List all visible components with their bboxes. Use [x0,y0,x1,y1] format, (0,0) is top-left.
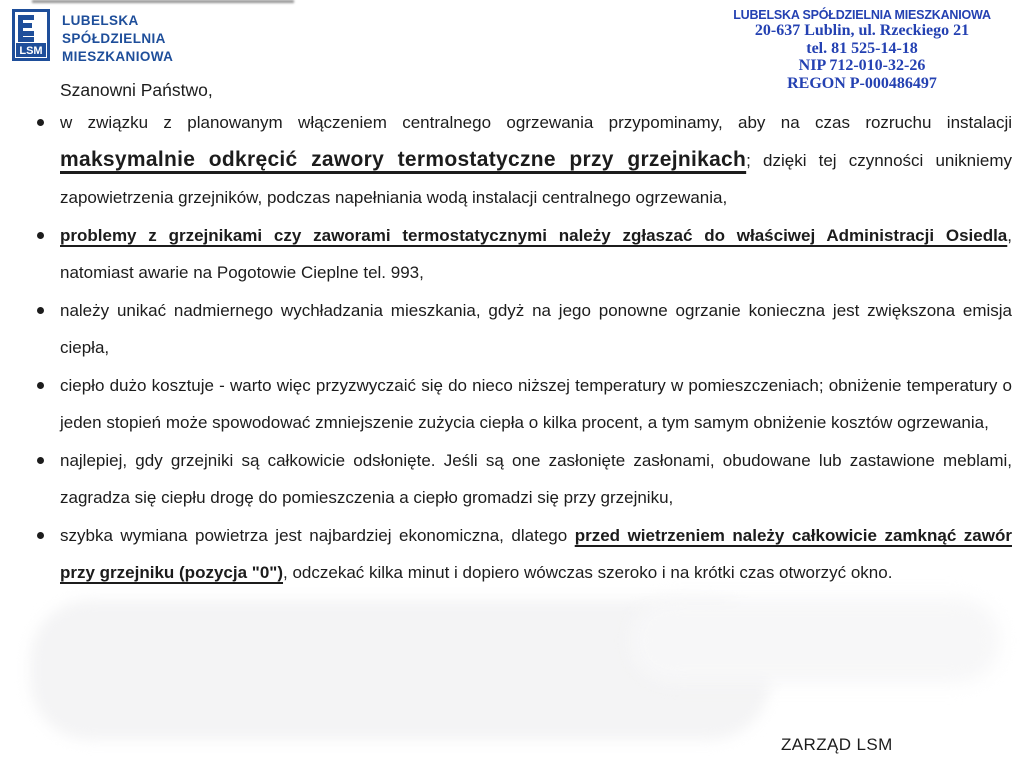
logo-company-name [62,9,173,66]
company-logo [12,9,173,66]
text-segment: maksymalnie odkręcić zawory termostatyczne przy grzejnikach [60,148,747,171]
stamp-regon-line: REGON P-000486497 [787,74,937,92]
lsm-logo-icon [12,9,50,61]
scan-artifact-bottom-smudge-right [630,598,1000,683]
stamp-company-name: LUBELSKA SPÓŁDZIELNIA MIESZKANIOWA [733,8,991,22]
text-segment: , odczekać kilka minut i dopiero wówczas szeroko i na krótki czas otworzyć okno. [283,563,893,582]
text-segment: najlepiej, gdy grzejniki są całkowicie odsłonięte. Jeśli są one zasłonięte zasłonami, obudowane lub zastawione meblami, zagradza się ciepłu drogę do pomieszczenia a ciepło gromadzi się przy grzejniku, [60,451,1012,507]
salutation: Szanowni Państwo, [60,80,213,100]
stamp-nip-line: NIP 712-010-32-26 [798,57,926,74]
bullet-item [60,292,1012,366]
text-segment: przed wietrzeniem należy całkowicie zamknąć zawór przy grzejniku (pozycja "0") [60,526,1012,582]
scan-artifact-top-line [32,0,294,3]
stamp-address-line: 20-637 Lublin, ul. Rzeckiego 21 [754,22,970,39]
text-segment: ; dzięki tej czynności unikniemy zapowietrzenia grzejników, podczas napełniania wodą instalacji centralnego ogrzewania, [60,151,1012,207]
svg-text:LSM: LSM [19,45,43,57]
bullet-item [60,104,1012,216]
logo-name-line: LUBELSKA [62,13,139,28]
bullet-item [60,217,1012,291]
logo-name-line: SPÓŁDZIELNIA [62,31,166,46]
stamp-phone-line: tel. 81 525-14-18 [806,39,918,57]
signature-zarzad-lsm: ZARZĄD LSM [781,735,893,754]
text-segment: należy unikać nadmiernego wychładzania mieszkania, gdyż na jego ponowne ogrzanie konieczna jest zwiększona emisja ciepła, [60,301,1012,357]
text-segment: problemy z grzejnikami czy zaworami termostatycznymi należy zgłaszać do właściwej Administracji Osiedla [60,226,1008,245]
text-segment: szybka wymiana powietrza jest najbardziej ekonomiczna, dlatego [60,526,575,545]
address-stamp [704,8,1020,92]
bullet-item [60,367,1012,441]
text-segment: ciepło dużo kosztuje - warto więc przyzwyczaić się do nieco niższej temperatury w pomieszczeniach; obniżenie temperatury o jeden stopień może spowodować zmniejszenie zużycia ciepła o kilka procent, a tym samym obniżenie kosztów ogrzewania, [60,376,1012,432]
bullet-item [60,442,1012,516]
text-segment: w związku z planowanym włączeniem centralnego ogrzewania przypominamy, aby na czas rozruchu instalacji [60,113,1012,132]
bullet-list [60,104,1012,592]
bullet-item [60,517,1012,591]
logo-name-line: MIESZKANIOWA [62,49,174,64]
text-segment: , natomiast awarie na Pogotowie Cieplne tel. 993, [60,226,1012,282]
